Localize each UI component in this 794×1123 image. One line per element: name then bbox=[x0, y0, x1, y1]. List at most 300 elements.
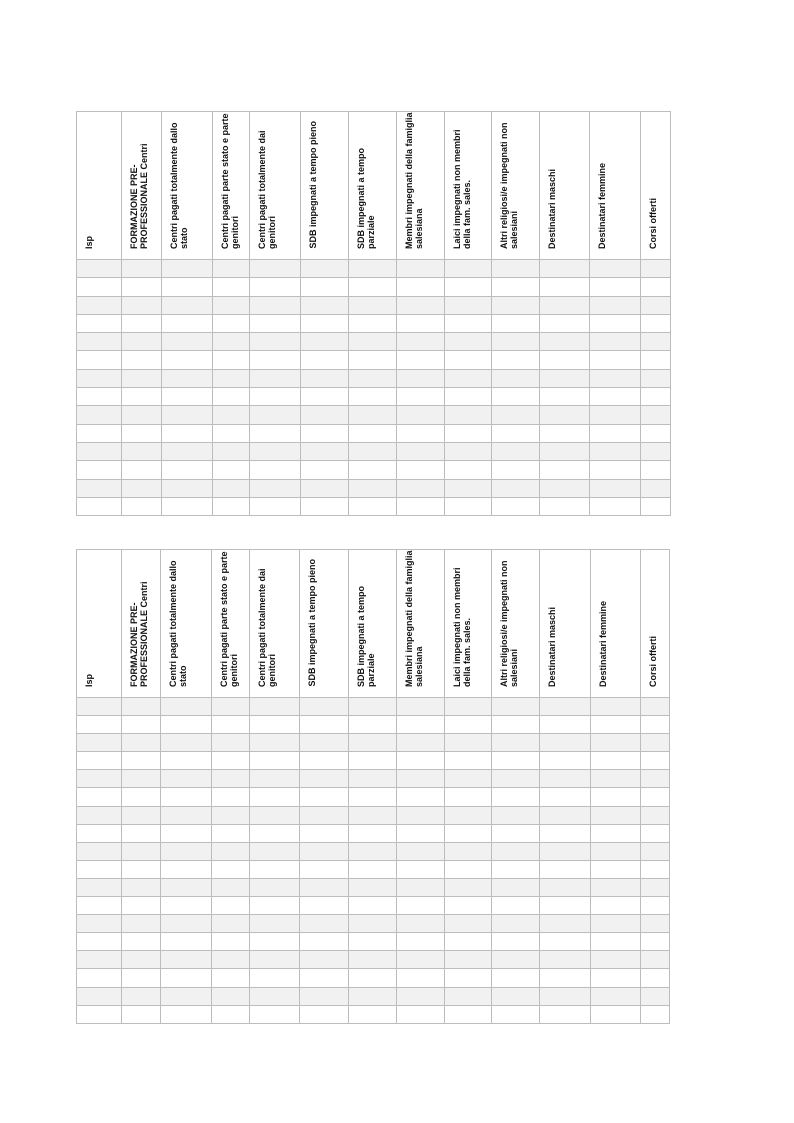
table-cell[interactable] bbox=[212, 897, 250, 915]
table-cell[interactable] bbox=[641, 406, 671, 424]
table-cell[interactable] bbox=[77, 788, 122, 806]
table-cell[interactable] bbox=[161, 897, 212, 915]
table-cell[interactable] bbox=[250, 915, 300, 933]
table-cell[interactable] bbox=[492, 388, 540, 406]
table-cell[interactable] bbox=[492, 860, 540, 878]
table-cell[interactable] bbox=[250, 698, 300, 716]
table-cell[interactable] bbox=[540, 333, 590, 351]
table-cell[interactable] bbox=[212, 878, 250, 896]
table-cell[interactable] bbox=[349, 351, 397, 369]
table-cell[interactable] bbox=[301, 278, 349, 296]
table-cell[interactable] bbox=[122, 770, 161, 788]
table-cell[interactable] bbox=[641, 716, 670, 734]
table-cell[interactable] bbox=[250, 806, 300, 824]
table-cell[interactable] bbox=[492, 788, 540, 806]
table-cell[interactable] bbox=[397, 969, 445, 987]
table-cell[interactable] bbox=[301, 479, 349, 497]
table-cell[interactable] bbox=[77, 987, 122, 1005]
table-cell[interactable] bbox=[77, 442, 122, 460]
table-cell[interactable] bbox=[590, 406, 641, 424]
table-cell[interactable] bbox=[445, 933, 492, 951]
table-cell[interactable] bbox=[301, 369, 349, 387]
table-cell[interactable] bbox=[540, 1005, 591, 1023]
table-cell[interactable] bbox=[540, 951, 591, 969]
table-cell[interactable] bbox=[212, 698, 250, 716]
table-cell[interactable] bbox=[397, 351, 445, 369]
table-cell[interactable] bbox=[591, 1005, 641, 1023]
table-cell[interactable] bbox=[250, 951, 300, 969]
table-cell[interactable] bbox=[397, 752, 445, 770]
table-cell[interactable] bbox=[161, 860, 212, 878]
table-cell[interactable] bbox=[212, 1005, 250, 1023]
table-cell[interactable] bbox=[300, 716, 349, 734]
table-cell[interactable] bbox=[250, 296, 301, 314]
table-cell[interactable] bbox=[349, 933, 397, 951]
table-cell[interactable] bbox=[300, 1005, 349, 1023]
table-cell[interactable] bbox=[540, 987, 591, 1005]
table-cell[interactable] bbox=[300, 806, 349, 824]
table-cell[interactable] bbox=[162, 497, 213, 515]
table-cell[interactable] bbox=[540, 461, 590, 479]
table-cell[interactable] bbox=[77, 933, 122, 951]
table-cell[interactable] bbox=[161, 788, 212, 806]
table-cell[interactable] bbox=[445, 897, 492, 915]
table-cell[interactable] bbox=[250, 933, 300, 951]
table-cell[interactable] bbox=[540, 734, 591, 752]
table-cell[interactable] bbox=[161, 933, 212, 951]
table-cell[interactable] bbox=[591, 933, 641, 951]
table-cell[interactable] bbox=[161, 969, 212, 987]
table-cell[interactable] bbox=[445, 314, 492, 332]
table-cell[interactable] bbox=[250, 406, 301, 424]
table-cell[interactable] bbox=[162, 479, 213, 497]
table-cell[interactable] bbox=[349, 314, 397, 332]
table-cell[interactable] bbox=[300, 860, 349, 878]
table-cell[interactable] bbox=[445, 806, 492, 824]
table-cell[interactable] bbox=[77, 461, 122, 479]
table-cell[interactable] bbox=[77, 734, 122, 752]
table-cell[interactable] bbox=[162, 333, 213, 351]
table-cell[interactable] bbox=[540, 915, 591, 933]
table-cell[interactable] bbox=[300, 698, 349, 716]
table-cell[interactable] bbox=[122, 752, 161, 770]
table-cell[interactable] bbox=[540, 497, 590, 515]
table-cell[interactable] bbox=[641, 752, 670, 770]
table-cell[interactable] bbox=[590, 424, 641, 442]
table-cell[interactable] bbox=[301, 406, 349, 424]
table-cell[interactable] bbox=[590, 497, 641, 515]
table-cell[interactable] bbox=[591, 752, 641, 770]
table-cell[interactable] bbox=[161, 698, 212, 716]
table-cell[interactable] bbox=[397, 987, 445, 1005]
table-cell[interactable] bbox=[492, 951, 540, 969]
table-cell[interactable] bbox=[641, 788, 670, 806]
table-cell[interactable] bbox=[641, 897, 670, 915]
table-cell[interactable] bbox=[492, 734, 540, 752]
table-cell[interactable] bbox=[445, 278, 492, 296]
table-cell[interactable] bbox=[397, 369, 445, 387]
table-cell[interactable] bbox=[591, 951, 641, 969]
table-cell[interactable] bbox=[540, 824, 591, 842]
table-cell[interactable] bbox=[349, 915, 397, 933]
table-cell[interactable] bbox=[397, 716, 445, 734]
table-cell[interactable] bbox=[122, 314, 162, 332]
table-cell[interactable] bbox=[212, 987, 250, 1005]
table-cell[interactable] bbox=[349, 897, 397, 915]
table-cell[interactable] bbox=[212, 824, 250, 842]
table-cell[interactable] bbox=[397, 314, 445, 332]
table-cell[interactable] bbox=[641, 278, 671, 296]
table-cell[interactable] bbox=[349, 406, 397, 424]
table-cell[interactable] bbox=[77, 497, 122, 515]
table-cell[interactable] bbox=[161, 878, 212, 896]
table-cell[interactable] bbox=[213, 461, 250, 479]
table-cell[interactable] bbox=[349, 824, 397, 842]
table-cell[interactable] bbox=[641, 351, 671, 369]
table-cell[interactable] bbox=[492, 406, 540, 424]
table-cell[interactable] bbox=[641, 369, 671, 387]
table-cell[interactable] bbox=[540, 698, 591, 716]
table-cell[interactable] bbox=[492, 296, 540, 314]
table-cell[interactable] bbox=[250, 351, 301, 369]
table-cell[interactable] bbox=[397, 296, 445, 314]
table-cell[interactable] bbox=[349, 296, 397, 314]
table-cell[interactable] bbox=[349, 461, 397, 479]
table-cell[interactable] bbox=[162, 406, 213, 424]
table-cell[interactable] bbox=[300, 915, 349, 933]
table-cell[interactable] bbox=[540, 860, 591, 878]
table-cell[interactable] bbox=[641, 951, 670, 969]
table-cell[interactable] bbox=[540, 716, 591, 734]
table-cell[interactable] bbox=[213, 333, 250, 351]
table-cell[interactable] bbox=[122, 987, 161, 1005]
table-cell[interactable] bbox=[591, 878, 641, 896]
table-cell[interactable] bbox=[161, 734, 212, 752]
table-cell[interactable] bbox=[349, 497, 397, 515]
table-cell[interactable] bbox=[591, 824, 641, 842]
table-cell[interactable] bbox=[77, 897, 122, 915]
table-cell[interactable] bbox=[77, 698, 122, 716]
table-cell[interactable] bbox=[397, 442, 445, 460]
table-cell[interactable] bbox=[590, 461, 641, 479]
table-cell[interactable] bbox=[161, 716, 212, 734]
table-cell[interactable] bbox=[77, 260, 122, 278]
table-cell[interactable] bbox=[77, 296, 122, 314]
table-cell[interactable] bbox=[250, 860, 300, 878]
table-cell[interactable] bbox=[349, 806, 397, 824]
table-cell[interactable] bbox=[641, 296, 671, 314]
table-cell[interactable] bbox=[162, 260, 213, 278]
table-cell[interactable] bbox=[591, 860, 641, 878]
table-cell[interactable] bbox=[250, 1005, 300, 1023]
table-cell[interactable] bbox=[212, 806, 250, 824]
table-cell[interactable] bbox=[349, 788, 397, 806]
table-cell[interactable] bbox=[212, 770, 250, 788]
table-cell[interactable] bbox=[397, 770, 445, 788]
table-cell[interactable] bbox=[641, 878, 670, 896]
table-cell[interactable] bbox=[397, 388, 445, 406]
table-cell[interactable] bbox=[590, 479, 641, 497]
table-cell[interactable] bbox=[641, 987, 670, 1005]
table-cell[interactable] bbox=[445, 296, 492, 314]
table-cell[interactable] bbox=[397, 497, 445, 515]
table-cell[interactable] bbox=[445, 716, 492, 734]
table-cell[interactable] bbox=[540, 369, 590, 387]
table-cell[interactable] bbox=[492, 333, 540, 351]
table-cell[interactable] bbox=[540, 260, 590, 278]
table-cell[interactable] bbox=[122, 333, 162, 351]
table-cell[interactable] bbox=[300, 788, 349, 806]
table-cell[interactable] bbox=[250, 842, 300, 860]
table-cell[interactable] bbox=[445, 351, 492, 369]
table-cell[interactable] bbox=[77, 479, 122, 497]
table-cell[interactable] bbox=[590, 351, 641, 369]
table-cell[interactable] bbox=[492, 770, 540, 788]
table-cell[interactable] bbox=[492, 278, 540, 296]
table-cell[interactable] bbox=[213, 369, 250, 387]
table-cell[interactable] bbox=[122, 716, 161, 734]
table-cell[interactable] bbox=[492, 314, 540, 332]
table-cell[interactable] bbox=[122, 369, 162, 387]
table-cell[interactable] bbox=[300, 734, 349, 752]
table-cell[interactable] bbox=[213, 260, 250, 278]
table-cell[interactable] bbox=[492, 479, 540, 497]
table-cell[interactable] bbox=[213, 351, 250, 369]
table-cell[interactable] bbox=[213, 314, 250, 332]
table-cell[interactable] bbox=[591, 842, 641, 860]
table-cell[interactable] bbox=[212, 915, 250, 933]
table-cell[interactable] bbox=[540, 878, 591, 896]
table-cell[interactable] bbox=[641, 424, 671, 442]
table-cell[interactable] bbox=[162, 442, 213, 460]
table-cell[interactable] bbox=[300, 878, 349, 896]
table-cell[interactable] bbox=[250, 260, 301, 278]
table-cell[interactable] bbox=[397, 842, 445, 860]
table-cell[interactable] bbox=[397, 698, 445, 716]
table-cell[interactable] bbox=[77, 915, 122, 933]
table-cell[interactable] bbox=[591, 806, 641, 824]
table-cell[interactable] bbox=[445, 752, 492, 770]
table-cell[interactable] bbox=[250, 716, 300, 734]
table-cell[interactable] bbox=[161, 915, 212, 933]
table-cell[interactable] bbox=[301, 497, 349, 515]
table-cell[interactable] bbox=[349, 752, 397, 770]
table-cell[interactable] bbox=[591, 734, 641, 752]
table-cell[interactable] bbox=[591, 969, 641, 987]
table-cell[interactable] bbox=[212, 860, 250, 878]
table-cell[interactable] bbox=[641, 969, 670, 987]
table-cell[interactable] bbox=[641, 442, 671, 460]
table-cell[interactable] bbox=[445, 479, 492, 497]
table-cell[interactable] bbox=[213, 388, 250, 406]
table-cell[interactable] bbox=[445, 734, 492, 752]
table-cell[interactable] bbox=[122, 424, 162, 442]
table-cell[interactable] bbox=[590, 388, 641, 406]
table-cell[interactable] bbox=[250, 479, 301, 497]
table-cell[interactable] bbox=[122, 698, 161, 716]
table-cell[interactable] bbox=[492, 369, 540, 387]
table-cell[interactable] bbox=[122, 260, 162, 278]
table-cell[interactable] bbox=[445, 969, 492, 987]
table-cell[interactable] bbox=[301, 388, 349, 406]
table-cell[interactable] bbox=[492, 260, 540, 278]
table-cell[interactable] bbox=[162, 424, 213, 442]
table-cell[interactable] bbox=[213, 424, 250, 442]
table-cell[interactable] bbox=[641, 734, 670, 752]
table-cell[interactable] bbox=[445, 987, 492, 1005]
table-cell[interactable] bbox=[397, 915, 445, 933]
table-cell[interactable] bbox=[397, 897, 445, 915]
table-cell[interactable] bbox=[77, 369, 122, 387]
table-cell[interactable] bbox=[540, 788, 591, 806]
table-cell[interactable] bbox=[540, 388, 590, 406]
table-cell[interactable] bbox=[300, 897, 349, 915]
table-cell[interactable] bbox=[540, 442, 590, 460]
table-cell[interactable] bbox=[492, 424, 540, 442]
table-cell[interactable] bbox=[641, 933, 670, 951]
table-cell[interactable] bbox=[162, 351, 213, 369]
table-cell[interactable] bbox=[641, 1005, 670, 1023]
table-cell[interactable] bbox=[445, 788, 492, 806]
table-cell[interactable] bbox=[213, 442, 250, 460]
table-cell[interactable] bbox=[445, 424, 492, 442]
table-cell[interactable] bbox=[122, 878, 161, 896]
table-cell[interactable] bbox=[641, 260, 671, 278]
table-cell[interactable] bbox=[77, 388, 122, 406]
table-cell[interactable] bbox=[590, 369, 641, 387]
table-cell[interactable] bbox=[77, 752, 122, 770]
table-cell[interactable] bbox=[641, 842, 670, 860]
table-cell[interactable] bbox=[445, 333, 492, 351]
table-cell[interactable] bbox=[445, 369, 492, 387]
table-cell[interactable] bbox=[300, 770, 349, 788]
table-cell[interactable] bbox=[397, 461, 445, 479]
table-cell[interactable] bbox=[122, 388, 162, 406]
table-cell[interactable] bbox=[397, 788, 445, 806]
table-cell[interactable] bbox=[301, 296, 349, 314]
table-cell[interactable] bbox=[591, 897, 641, 915]
table-cell[interactable] bbox=[349, 424, 397, 442]
table-cell[interactable] bbox=[540, 424, 590, 442]
table-cell[interactable] bbox=[300, 752, 349, 770]
table-cell[interactable] bbox=[492, 915, 540, 933]
table-cell[interactable] bbox=[591, 698, 641, 716]
table-cell[interactable] bbox=[641, 698, 670, 716]
table-cell[interactable] bbox=[161, 1005, 212, 1023]
table-cell[interactable] bbox=[445, 951, 492, 969]
table-cell[interactable] bbox=[492, 897, 540, 915]
table-cell[interactable] bbox=[300, 933, 349, 951]
table-cell[interactable] bbox=[641, 824, 670, 842]
table-cell[interactable] bbox=[445, 406, 492, 424]
table-cell[interactable] bbox=[349, 1005, 397, 1023]
table-cell[interactable] bbox=[445, 842, 492, 860]
table-cell[interactable] bbox=[492, 969, 540, 987]
table-cell[interactable] bbox=[122, 897, 161, 915]
table-cell[interactable] bbox=[250, 752, 300, 770]
table-cell[interactable] bbox=[349, 842, 397, 860]
table-cell[interactable] bbox=[397, 278, 445, 296]
table-cell[interactable] bbox=[250, 788, 300, 806]
table-cell[interactable] bbox=[161, 824, 212, 842]
table-cell[interactable] bbox=[250, 461, 301, 479]
table-cell[interactable] bbox=[301, 333, 349, 351]
table-cell[interactable] bbox=[397, 333, 445, 351]
table-cell[interactable] bbox=[213, 479, 250, 497]
table-cell[interactable] bbox=[77, 842, 122, 860]
table-cell[interactable] bbox=[161, 951, 212, 969]
table-cell[interactable] bbox=[162, 314, 213, 332]
table-cell[interactable] bbox=[122, 479, 162, 497]
table-cell[interactable] bbox=[212, 752, 250, 770]
table-cell[interactable] bbox=[641, 497, 671, 515]
table-cell[interactable] bbox=[397, 734, 445, 752]
table-cell[interactable] bbox=[122, 824, 161, 842]
table-cell[interactable] bbox=[122, 497, 162, 515]
table-cell[interactable] bbox=[590, 296, 641, 314]
table-cell[interactable] bbox=[300, 842, 349, 860]
table-cell[interactable] bbox=[250, 770, 300, 788]
table-cell[interactable] bbox=[492, 698, 540, 716]
table-cell[interactable] bbox=[540, 314, 590, 332]
table-cell[interactable] bbox=[122, 860, 161, 878]
table-cell[interactable] bbox=[212, 842, 250, 860]
table-cell[interactable] bbox=[77, 278, 122, 296]
table-cell[interactable] bbox=[349, 369, 397, 387]
table-cell[interactable] bbox=[349, 698, 397, 716]
table-cell[interactable] bbox=[445, 770, 492, 788]
table-cell[interactable] bbox=[250, 314, 301, 332]
table-cell[interactable] bbox=[250, 442, 301, 460]
table-cell[interactable] bbox=[641, 806, 670, 824]
table-cell[interactable] bbox=[492, 987, 540, 1005]
table-cell[interactable] bbox=[77, 424, 122, 442]
table-cell[interactable] bbox=[540, 278, 590, 296]
table-cell[interactable] bbox=[77, 351, 122, 369]
table-cell[interactable] bbox=[250, 987, 300, 1005]
table-cell[interactable] bbox=[250, 278, 301, 296]
table-cell[interactable] bbox=[122, 951, 161, 969]
table-cell[interactable] bbox=[492, 716, 540, 734]
table-cell[interactable] bbox=[349, 388, 397, 406]
table-cell[interactable] bbox=[492, 497, 540, 515]
table-cell[interactable] bbox=[161, 752, 212, 770]
table-cell[interactable] bbox=[122, 1005, 161, 1023]
table-cell[interactable] bbox=[540, 933, 591, 951]
table-cell[interactable] bbox=[122, 806, 161, 824]
table-cell[interactable] bbox=[349, 969, 397, 987]
table-cell[interactable] bbox=[641, 479, 671, 497]
table-cell[interactable] bbox=[161, 806, 212, 824]
table-cell[interactable] bbox=[161, 770, 212, 788]
table-cell[interactable] bbox=[590, 442, 641, 460]
table-cell[interactable] bbox=[250, 388, 301, 406]
table-cell[interactable] bbox=[397, 479, 445, 497]
table-cell[interactable] bbox=[122, 406, 162, 424]
table-cell[interactable] bbox=[161, 987, 212, 1005]
table-cell[interactable] bbox=[122, 933, 161, 951]
table-cell[interactable] bbox=[492, 461, 540, 479]
table-cell[interactable] bbox=[122, 461, 162, 479]
table-cell[interactable] bbox=[213, 497, 250, 515]
table-cell[interactable] bbox=[212, 933, 250, 951]
table-cell[interactable] bbox=[122, 842, 161, 860]
table-cell[interactable] bbox=[122, 278, 162, 296]
table-cell[interactable] bbox=[122, 351, 162, 369]
table-cell[interactable] bbox=[540, 842, 591, 860]
table-cell[interactable] bbox=[349, 278, 397, 296]
table-cell[interactable] bbox=[349, 987, 397, 1005]
